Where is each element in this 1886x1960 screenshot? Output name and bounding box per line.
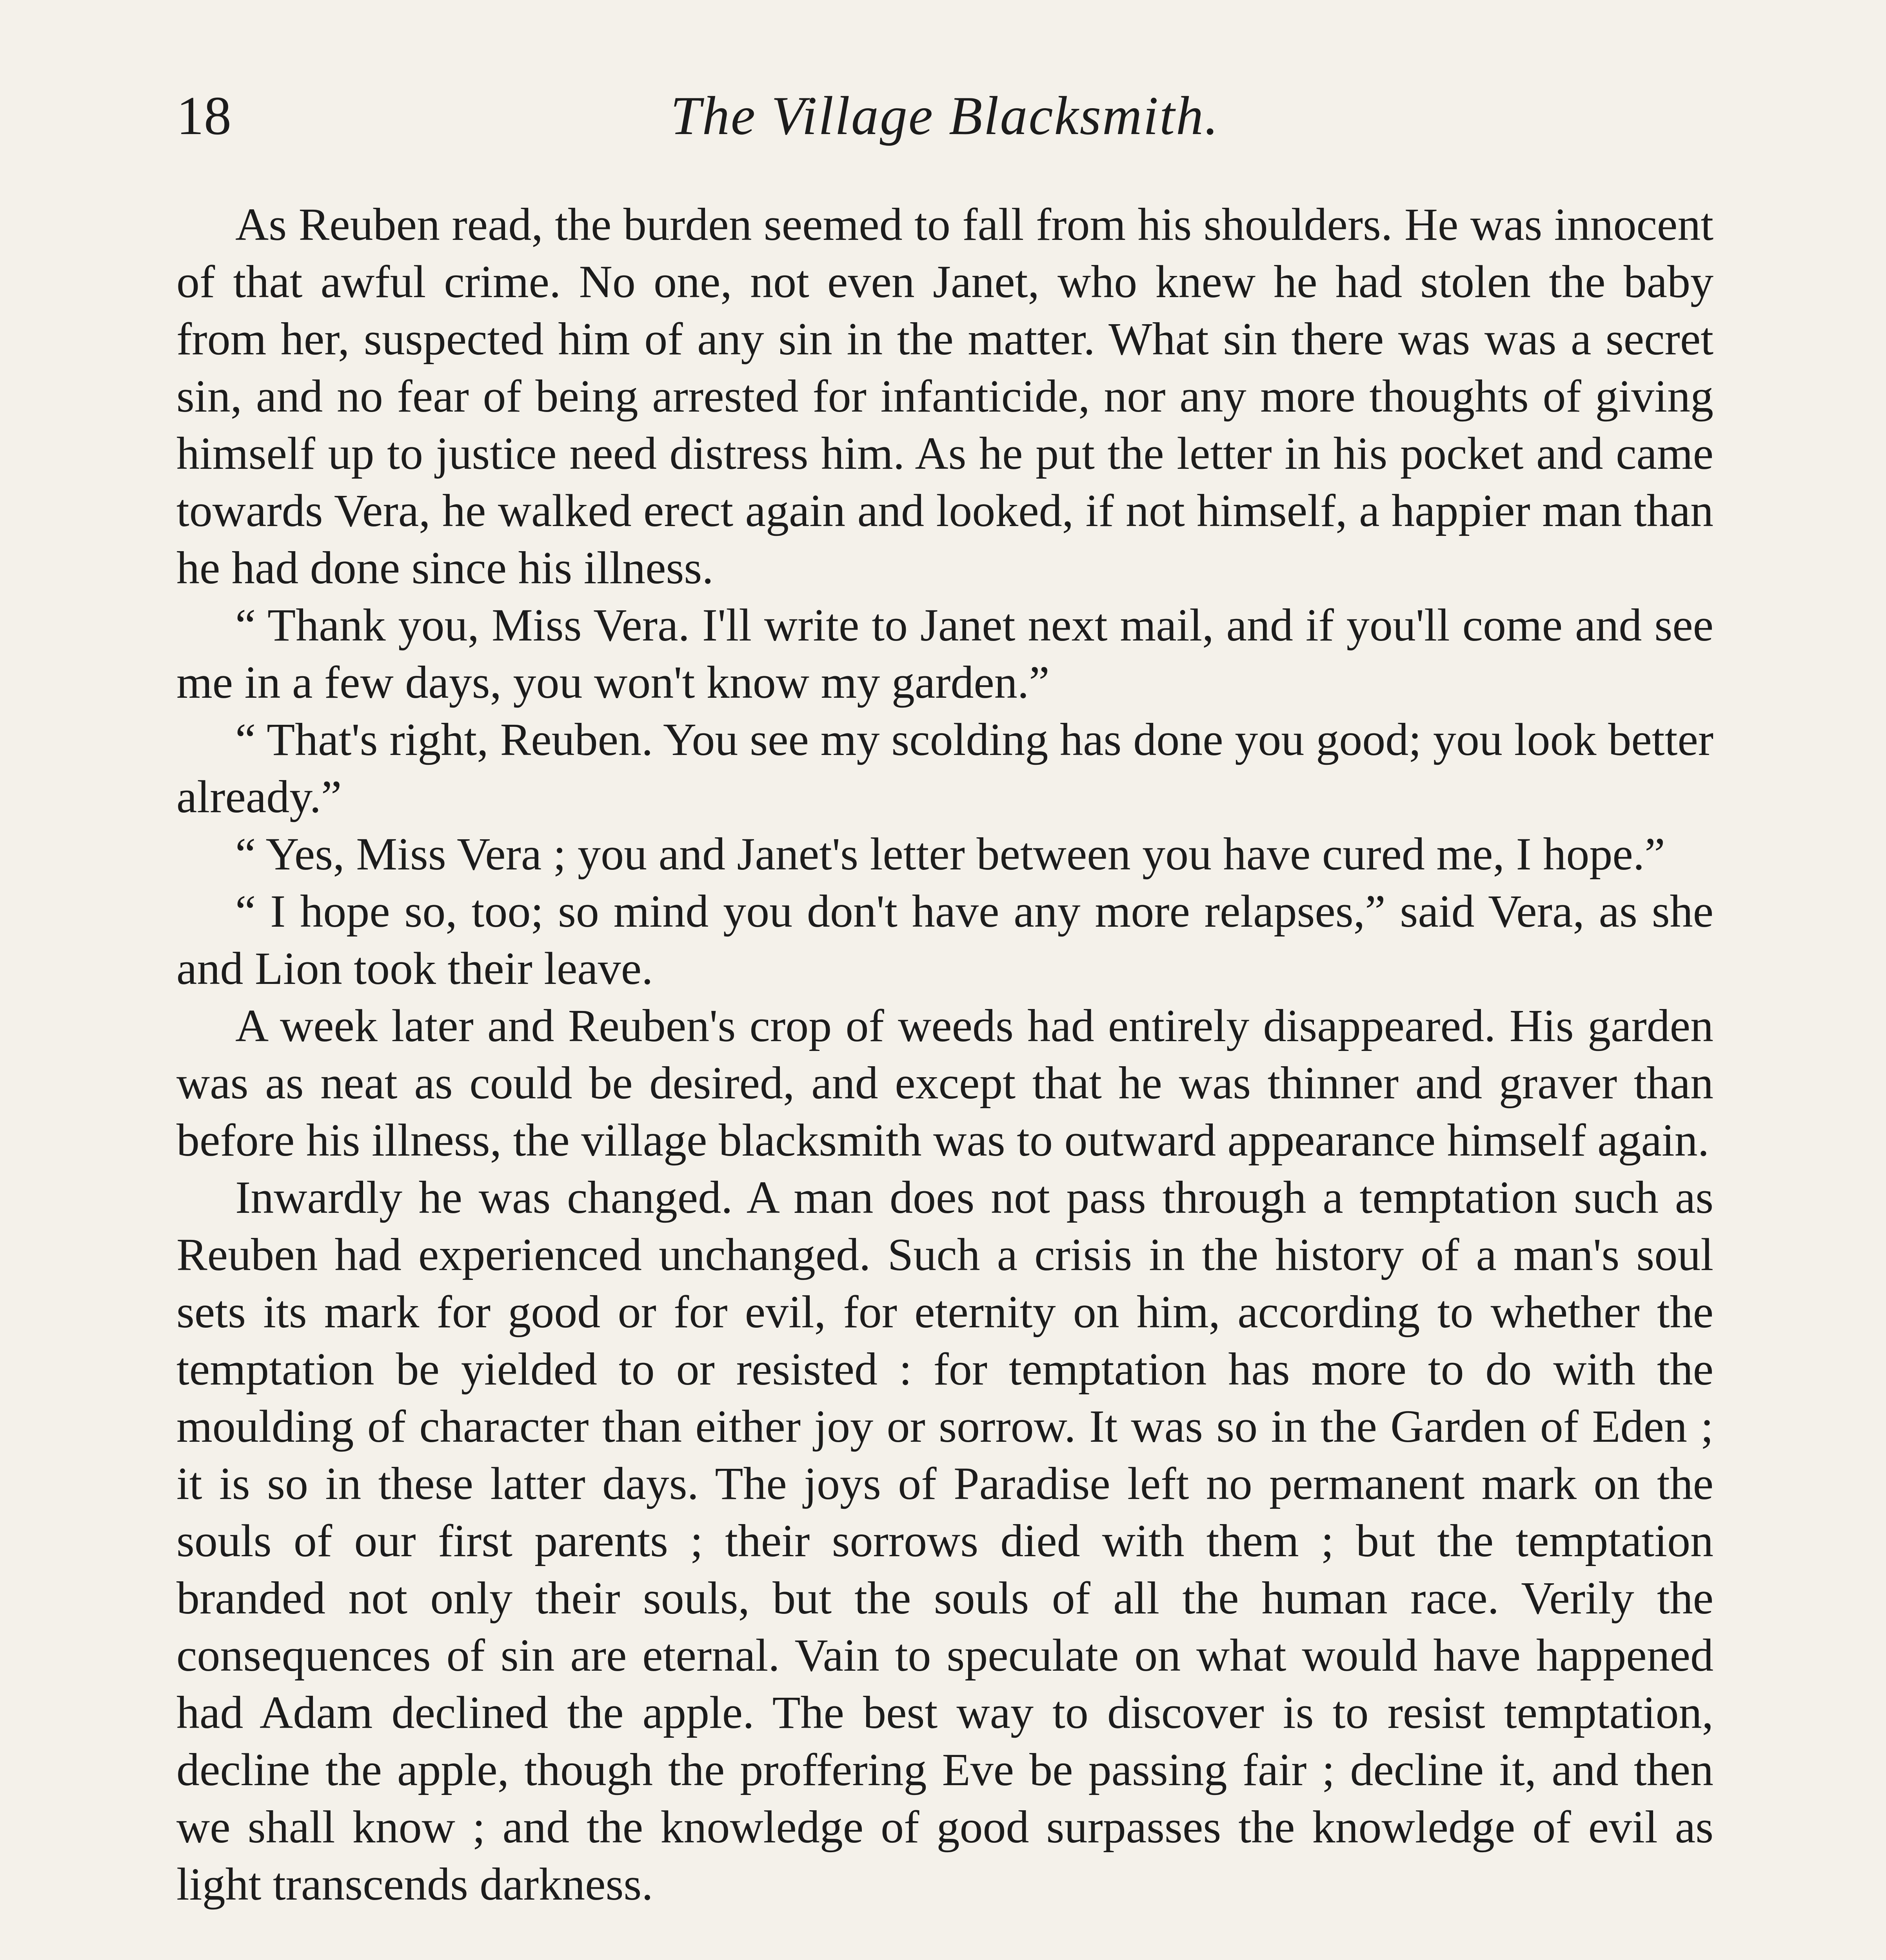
- running-head: The Village Blacksmith.: [670, 85, 1220, 146]
- paragraph: “ Yes, Miss Vera ; you and Janet's letter between you have cured me, I hope.”: [235, 828, 1665, 880]
- paragraph: “ I hope so, too; so mind you don't have any more relapses,” said Vera, as she and Lion took their leave.: [176, 886, 1713, 994]
- page-number: 18: [176, 85, 231, 146]
- paragraph: A week later and Reuben's crop of weeds had entirely disappeared. His garden was as neat as could be desired, and except that he was thinner and graver than before his illness, the village blacksmith was to outward appearance himself again.: [176, 1000, 1713, 1166]
- paragraph: “ That's right, Reuben. You see my scolding has done you good; you look better already.”: [176, 714, 1713, 822]
- body-text: [176, 196, 1713, 1913]
- paragraph: “ Thank you, Miss Vera. I'll write to Janet next mail, and if you'll come and see me in a few days, you won't know my garden.”: [176, 599, 1713, 708]
- paragraph: As Reuben read, the burden seemed to fall from his shoulders. He was innocent of that awful crime. No one, not even Janet, who knew he had stolen the baby from her, suspected him of any sin in the matter. What sin there was was a secret sin, and no fear of being arrested for infanticide, nor any more thoughts of giving himself up to justice need distress him. As he put the letter in his pocket and came towards Vera, he walked erect again and looked, if not himself, a happier man than he had done since his illness.: [176, 199, 1713, 593]
- page-header: [176, 84, 1713, 155]
- paragraph: Inwardly he was changed. A man does not pass through a temptation such as Reuben had experienced unchanged. Such a crisis in the history of a man's soul sets its mark for good or for evil, for eternity on him, according to whether the temptation be yielded to or resisted : for temptation has more to do with the moulding of character than either joy or sorrow. It was so in the Garden of Eden ; it is so in these latter days. The joys of Paradise left no permanent mark on the souls of our first parents ; their sorrows died with them ; but the temptation branded not only their souls, but the souls of all the human race. Verily the consequences of sin are eternal. Vain to speculate on what would have happened had Adam declined the apple. The best way to discover is to resist temptation, decline the apple, though the proffering Eve be passing fair ; decline it, and then we shall know ; and the knowledge of good surpasses the knowledge of evil as light transcends darkness.: [176, 1172, 1713, 1910]
